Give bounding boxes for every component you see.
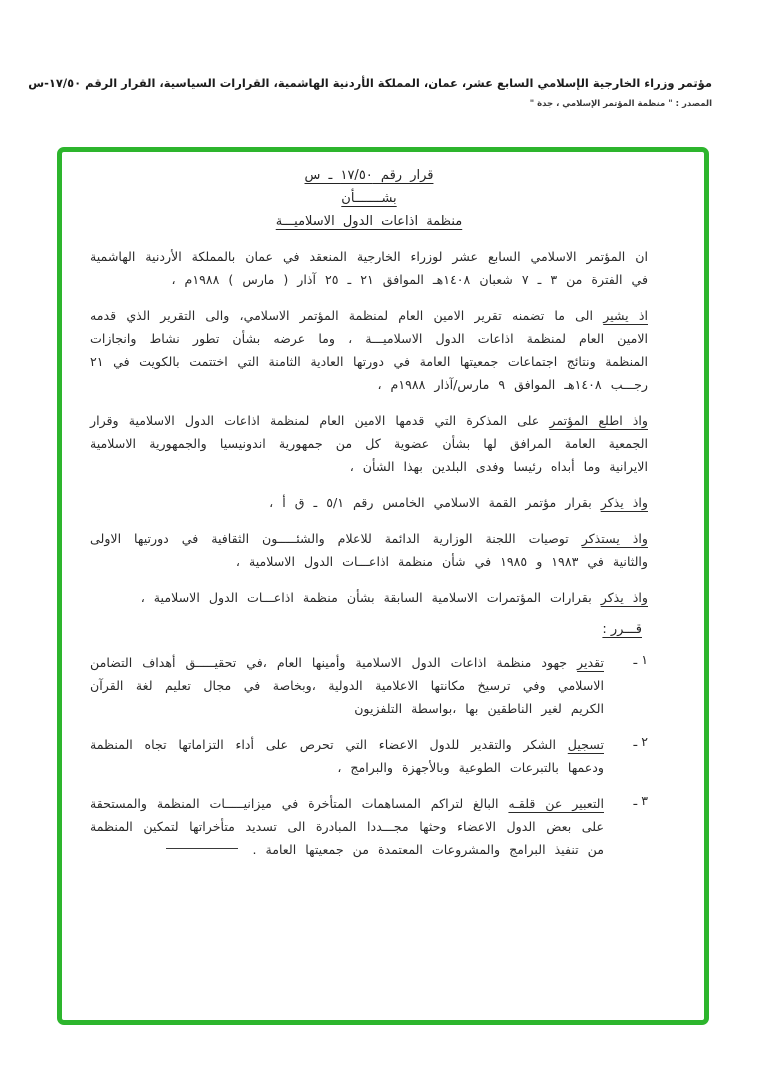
resolution-title-block — [90, 168, 648, 229]
preamble-paragraph-3 — [90, 409, 648, 478]
paragraph-lead: واذ يذكر — [600, 590, 648, 605]
preamble-paragraph-1 — [90, 245, 648, 291]
item-body: جهود منظمة اذاعات الدول الاسلامية وأمينها العام ،في تحقيـــــق أهداف التضامن الاسلامي وفي ترسيخ مكانتها الاعلامية الدولية ،وبخاصة في مجال تعليم لغة القرآن الكريم لغير الناطقين بها ،بواسطة التلفزيون — [90, 655, 604, 716]
paragraph-text: على المذكرة التي قدمها الامين العام لمنظمة اذاعات الدول الاسلامية وقرار الجمعية العامة المرافق لها بشأن عضوية كل من جمهورية اندونيسيا والجمهورية الاسلامية الايرانية وما أبداه رئيسا وفدى البلدين بهذا الشأن ، — [90, 413, 648, 474]
item-text — [90, 733, 604, 779]
resolution-subject: منظمة اذاعات الدول الاسلاميـــة — [275, 214, 463, 229]
paragraph-text: الى ما تضمنه تقرير الامين العام لمنظمة المؤتمر الاسلامي، والى التقرير الذي قدمه الامين العام لمنظمة اذاعات الدول الاسلاميـــة ، وما عرضه بشأن تطور نشاط وانجازات المنظمة ونتائج اجتماعات جمعيتها العامة في دورتها العادية الثامنة التي اختتمت بالكويت في ٢١ رجـــب ١٤٠٨هـ الموافق ٩ مارس/آذار ١٩٨٨م ، — [90, 308, 648, 392]
item-number: ١ ـ — [633, 652, 648, 667]
paragraph-text: بقرارات المؤتمرات الاسلامية السابقة بشأن منظمة اذاعـــات الدول الاسلامية ، — [140, 590, 592, 605]
item-body: الشكر والتقدير للدول الاعضاء التي تحرص على أداء التزاماتها تجاه المنظمة ودعمها بالتبرعات الطوعية وبالأجهزة والبرامج ، — [90, 737, 604, 775]
decision-heading: قـــرر : — [602, 622, 642, 637]
preamble-paragraph-4 — [90, 491, 648, 514]
resolution-item-2 — [90, 733, 648, 779]
end-rule — [166, 848, 238, 849]
item-text — [90, 651, 604, 720]
paragraph-text: ان المؤتمر الاسلامي السابع عشر لوزراء الخارجية المنعقد في عمان بالمملكة الأردنية الهاشمية في الفترة من ٣ ـ ٧ شعبان ١٤٠٨هـ الموافق ٢١ ـ ٢٥ آذار ( مارس ) ١٩٨٨م ، — [90, 249, 648, 287]
paragraph-text: توصيات اللجنة الوزارية الدائمة للاعلام والشئـــــون الثقافية في دورتيها الاولى والثانية في ١٩٨٣ و ١٩٨٥ في شأن منظمة اذاعـــات الدول الاسلامية ، — [90, 531, 648, 569]
document-header — [28, 76, 712, 109]
resolution-number: قرار رقم ١٧/٥٠ ـ س — [304, 168, 434, 183]
preamble-paragraph-6 — [90, 586, 648, 609]
item-text — [90, 792, 604, 861]
item-lead: تقدير — [577, 655, 604, 670]
resolution-item-3 — [90, 792, 648, 861]
paragraph-lead: واذ اطلع المؤتمر — [549, 413, 648, 428]
header-source: المصدر : " منظمة المؤتمر الإسلامي ، جدة " — [529, 99, 712, 109]
item-number: ٢ ـ — [633, 734, 648, 749]
preamble-paragraph-2 — [90, 304, 648, 396]
paragraph-lead: واذ يستذكر — [581, 531, 648, 546]
item-number: ٣ ـ — [633, 793, 648, 808]
resolution-subject-label: بشـــــــأن — [341, 191, 397, 206]
paragraph-lead: اذ يشير — [603, 308, 648, 323]
item-lead: تسجيل — [567, 737, 604, 752]
paragraph-lead: واذ يذكر — [600, 495, 648, 510]
resolution-frame — [57, 147, 709, 1025]
preamble-paragraph-5 — [90, 527, 648, 573]
item-lead: التعبير عن قلقـه — [508, 796, 604, 811]
header-title: مؤتمر وزراء الخارجية الإسلامي السابع عشر، عمان، المملكة الأردنية الهاشمية، القرارات السياسية، القرار الرقم ١٧/٥٠-س — [28, 76, 712, 90]
item-body: البالغ لتراكم المساهمات المتأخرة في ميزانيـــــات المنظمة والمستحقة على بعض الدول الاعضاء وحثها مجـــددا المبادرة الى تسديد متأخراتها لتمكين المنظمة من تنفيذ البرامج والمشروعات المعتمدة من جمعيتها العامة . — [90, 796, 604, 857]
resolution-item-1 — [90, 651, 648, 720]
paragraph-text: بقرار مؤتمر القمة الاسلامي الخامس رقم ٥/١ ـ ق أ ، — [269, 495, 592, 510]
